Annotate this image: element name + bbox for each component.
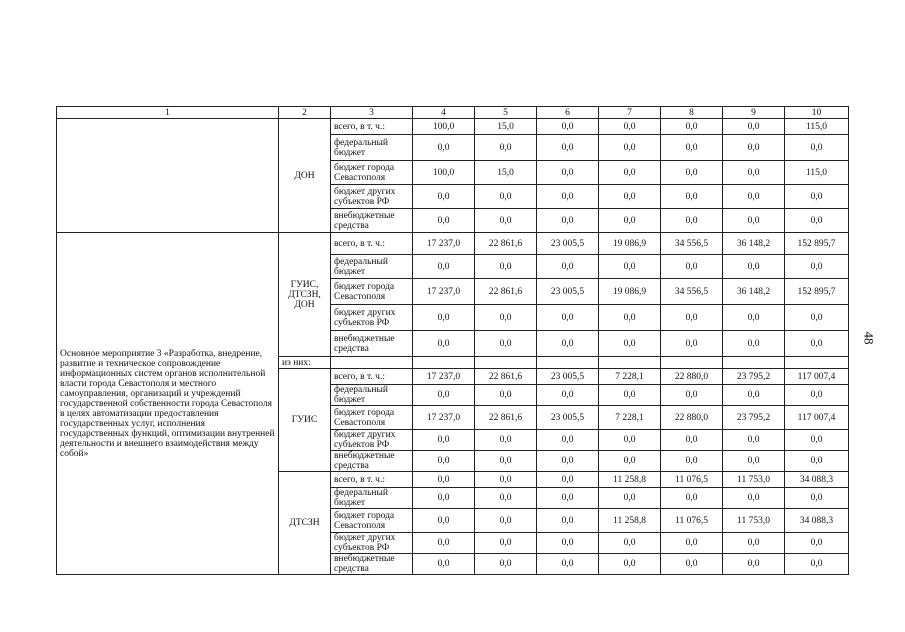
value-cell: 0,0 [723, 488, 785, 509]
table-row [57, 119, 849, 135]
value-cell: 0,0 [475, 430, 537, 451]
value-cell: 34 556,5 [661, 279, 723, 305]
value-cell: 0,0 [537, 554, 599, 575]
value-cell: 0,0 [723, 305, 785, 331]
value-cell: 0,0 [785, 135, 849, 161]
funding-source-cell: внебюджетные средства [331, 451, 413, 472]
value-cell: 0,0 [785, 488, 849, 509]
value-cell: 19 086,9 [599, 279, 661, 305]
funding-source-cell: федеральный бюджет [331, 385, 413, 406]
value-cell: 0,0 [599, 119, 661, 135]
funding-source-cell: бюджет других субъектов РФ [331, 533, 413, 554]
executor-cell: ДОН [279, 119, 331, 233]
value-cell: 34 088,3 [785, 509, 849, 533]
value-cell: 0,0 [723, 385, 785, 406]
value-cell: 11 753,0 [723, 509, 785, 533]
value-cell: 11 076,5 [661, 472, 723, 488]
value-cell: 34 088,3 [785, 472, 849, 488]
value-cell: 22 861,6 [475, 279, 537, 305]
value-cell: 0,0 [723, 255, 785, 279]
header-cell: 10 [785, 107, 849, 119]
table-row [57, 233, 849, 255]
funding-source-cell: бюджет города Севастополя [331, 161, 413, 185]
value-cell: 0,0 [785, 430, 849, 451]
value-cell: 23 795,2 [723, 369, 785, 385]
header-cell: 1 [57, 107, 279, 119]
funding-source-cell: федеральный бюджет [331, 255, 413, 279]
value-cell: 0,0 [537, 451, 599, 472]
funding-source-cell: всего, в т. ч.: [331, 119, 413, 135]
value-cell: 23 005,5 [537, 233, 599, 255]
empty-cell [413, 357, 475, 369]
value-cell: 0,0 [413, 135, 475, 161]
value-cell: 0,0 [599, 488, 661, 509]
value-cell: 0,0 [599, 209, 661, 233]
funding-source-cell: бюджет других субъектов РФ [331, 185, 413, 209]
value-cell: 0,0 [661, 185, 723, 209]
value-cell: 0,0 [661, 554, 723, 575]
value-cell: 0,0 [599, 385, 661, 406]
value-cell: 0,0 [723, 451, 785, 472]
value-cell: 0,0 [475, 135, 537, 161]
value-cell: 152 895,7 [785, 233, 849, 255]
value-cell: 0,0 [599, 430, 661, 451]
value-cell: 0,0 [723, 554, 785, 575]
value-cell: 0,0 [599, 255, 661, 279]
value-cell: 0,0 [475, 554, 537, 575]
value-cell: 17 237,0 [413, 233, 475, 255]
value-cell: 22 861,6 [475, 233, 537, 255]
value-cell: 15,0 [475, 119, 537, 135]
value-cell: 0,0 [599, 554, 661, 575]
value-cell: 0,0 [413, 430, 475, 451]
empty-cell [599, 357, 661, 369]
value-cell: 0,0 [661, 533, 723, 554]
value-cell: 0,0 [475, 185, 537, 209]
value-cell: 0,0 [785, 331, 849, 357]
value-cell: 0,0 [723, 119, 785, 135]
funding-source-cell: всего, в т. ч.: [331, 233, 413, 255]
value-cell: 0,0 [537, 255, 599, 279]
value-cell: 36 148,2 [723, 279, 785, 305]
value-cell: 0,0 [475, 533, 537, 554]
value-cell: 0,0 [785, 305, 849, 331]
header-cell: 3 [331, 107, 413, 119]
value-cell: 0,0 [661, 161, 723, 185]
empty-cell [475, 357, 537, 369]
empty-cell [785, 357, 849, 369]
value-cell: 22 880,0 [661, 406, 723, 430]
value-cell: 115,0 [785, 161, 849, 185]
value-cell: 0,0 [413, 533, 475, 554]
value-cell: 0,0 [475, 385, 537, 406]
funding-source-cell: федеральный бюджет [331, 488, 413, 509]
value-cell: 23 005,5 [537, 369, 599, 385]
value-cell: 0,0 [413, 305, 475, 331]
empty-cell [331, 357, 413, 369]
funding-source-cell: бюджет других субъектов РФ [331, 305, 413, 331]
empty-cell [537, 357, 599, 369]
value-cell: 117 007,4 [785, 369, 849, 385]
value-cell: 0,0 [661, 430, 723, 451]
value-cell: 0,0 [537, 385, 599, 406]
value-cell: 0,0 [537, 135, 599, 161]
value-cell: 0,0 [475, 472, 537, 488]
value-cell: 0,0 [537, 533, 599, 554]
value-cell: 0,0 [537, 488, 599, 509]
value-cell: 0,0 [475, 488, 537, 509]
value-cell: 0,0 [661, 119, 723, 135]
value-cell: 7 228,1 [599, 406, 661, 430]
value-cell: 0,0 [661, 255, 723, 279]
value-cell: 0,0 [599, 305, 661, 331]
value-cell: 0,0 [661, 488, 723, 509]
value-cell: 0,0 [599, 451, 661, 472]
value-cell: 17 237,0 [413, 279, 475, 305]
value-cell: 17 237,0 [413, 406, 475, 430]
header-cell: 4 [413, 107, 475, 119]
value-cell: 0,0 [785, 554, 849, 575]
funding-source-cell: всего, в т. ч.: [331, 369, 413, 385]
funding-source-cell: бюджет других субъектов РФ [331, 430, 413, 451]
value-cell: 0,0 [537, 305, 599, 331]
value-cell: 0,0 [785, 255, 849, 279]
value-cell: 7 228,1 [599, 369, 661, 385]
value-cell: 23 005,5 [537, 279, 599, 305]
executor-cell: ДТСЗН [279, 472, 331, 575]
value-cell: 0,0 [537, 472, 599, 488]
value-cell: 0,0 [475, 305, 537, 331]
value-cell: 0,0 [413, 209, 475, 233]
value-cell: 100,0 [413, 119, 475, 135]
value-cell: 0,0 [537, 161, 599, 185]
value-cell: 0,0 [723, 533, 785, 554]
description-cell-empty [57, 119, 279, 233]
funding-source-cell: бюджет города Севастополя [331, 406, 413, 430]
value-cell: 0,0 [413, 509, 475, 533]
empty-cell [723, 357, 785, 369]
funding-source-cell: бюджет города Севастополя [331, 509, 413, 533]
value-cell: 0,0 [475, 209, 537, 233]
value-cell: 0,0 [599, 533, 661, 554]
value-cell: 117 007,4 [785, 406, 849, 430]
value-cell: 0,0 [661, 135, 723, 161]
value-cell: 0,0 [723, 185, 785, 209]
funding-source-cell: бюджет города Севастополя [331, 279, 413, 305]
value-cell: 0,0 [661, 331, 723, 357]
value-cell: 115,0 [785, 119, 849, 135]
value-cell: 0,0 [723, 161, 785, 185]
value-cell: 0,0 [785, 533, 849, 554]
value-cell: 34 556,5 [661, 233, 723, 255]
value-cell: 36 148,2 [723, 233, 785, 255]
activity-description: Основное мероприятие 3 «Разработка, внедрение, развитие и техническое сопровождение информационных систем органов исполнительной власти города Севастополя и местного самоуправления, организаций и учреждений государственной собственности города Севастополя в целях автоматизации предоставления государственных услуг, исполнения государственных функций, оптимизации внутренней деятельности и внешнего взаимодействия между собой» [57, 233, 279, 575]
value-cell: 0,0 [723, 209, 785, 233]
executor-cell: ГУИС, ДТСЗН, ДОН [279, 233, 331, 357]
header-row [57, 107, 849, 119]
value-cell: 0,0 [537, 185, 599, 209]
value-cell: 0,0 [413, 554, 475, 575]
header-cell: 7 [599, 107, 661, 119]
executor-cell: ГУИС [279, 369, 331, 472]
value-cell: 0,0 [785, 185, 849, 209]
value-cell: 0,0 [537, 430, 599, 451]
value-cell: 0,0 [413, 185, 475, 209]
value-cell: 19 086,9 [599, 233, 661, 255]
value-cell: 0,0 [537, 119, 599, 135]
value-cell: 23 795,2 [723, 406, 785, 430]
value-cell: 0,0 [723, 331, 785, 357]
value-cell: 0,0 [413, 488, 475, 509]
value-cell: 152 895,7 [785, 279, 849, 305]
value-cell: 0,0 [537, 509, 599, 533]
header-cell: 9 [723, 107, 785, 119]
value-cell: 0,0 [723, 430, 785, 451]
value-cell: 100,0 [413, 161, 475, 185]
value-cell: 22 880,0 [661, 369, 723, 385]
header-cell: 5 [475, 107, 537, 119]
value-cell: 11 258,8 [599, 472, 661, 488]
value-cell: 0,0 [475, 331, 537, 357]
header-cell: 8 [661, 107, 723, 119]
funding-source-cell: всего, в т. ч.: [331, 472, 413, 488]
value-cell: 0,0 [413, 451, 475, 472]
table-body [57, 107, 849, 575]
value-cell: 0,0 [537, 209, 599, 233]
empty-cell [661, 357, 723, 369]
value-cell: 0,0 [413, 331, 475, 357]
value-cell: 17 237,0 [413, 369, 475, 385]
value-cell: 0,0 [599, 331, 661, 357]
budget-table [56, 106, 849, 575]
value-cell: 0,0 [661, 305, 723, 331]
value-cell: 0,0 [785, 385, 849, 406]
value-cell: 11 076,5 [661, 509, 723, 533]
value-cell: 0,0 [785, 209, 849, 233]
value-cell: 23 005,5 [537, 406, 599, 430]
value-cell: 0,0 [537, 331, 599, 357]
header-cell: 2 [279, 107, 331, 119]
funding-source-cell: внебюджетные средства [331, 554, 413, 575]
page-number: 48 [861, 331, 877, 345]
value-cell: 22 861,6 [475, 406, 537, 430]
funding-source-cell: внебюджетные средства [331, 209, 413, 233]
value-cell: 0,0 [661, 209, 723, 233]
header-cell: 6 [537, 107, 599, 119]
value-cell: 22 861,6 [475, 369, 537, 385]
value-cell: 0,0 [475, 255, 537, 279]
value-cell: 0,0 [413, 472, 475, 488]
value-cell: 0,0 [661, 385, 723, 406]
value-cell: 0,0 [599, 185, 661, 209]
value-cell: 15,0 [475, 161, 537, 185]
of-them-label: из них: [279, 357, 331, 369]
value-cell: 0,0 [475, 509, 537, 533]
value-cell: 0,0 [413, 385, 475, 406]
value-cell: 0,0 [475, 451, 537, 472]
value-cell: 0,0 [785, 451, 849, 472]
value-cell: 0,0 [599, 161, 661, 185]
funding-source-cell: внебюджетные средства [331, 331, 413, 357]
value-cell: 0,0 [661, 451, 723, 472]
value-cell: 11 753,0 [723, 472, 785, 488]
funding-source-cell: федеральный бюджет [331, 135, 413, 161]
value-cell: 0,0 [599, 135, 661, 161]
value-cell: 0,0 [723, 135, 785, 161]
value-cell: 0,0 [413, 255, 475, 279]
value-cell: 11 258,8 [599, 509, 661, 533]
